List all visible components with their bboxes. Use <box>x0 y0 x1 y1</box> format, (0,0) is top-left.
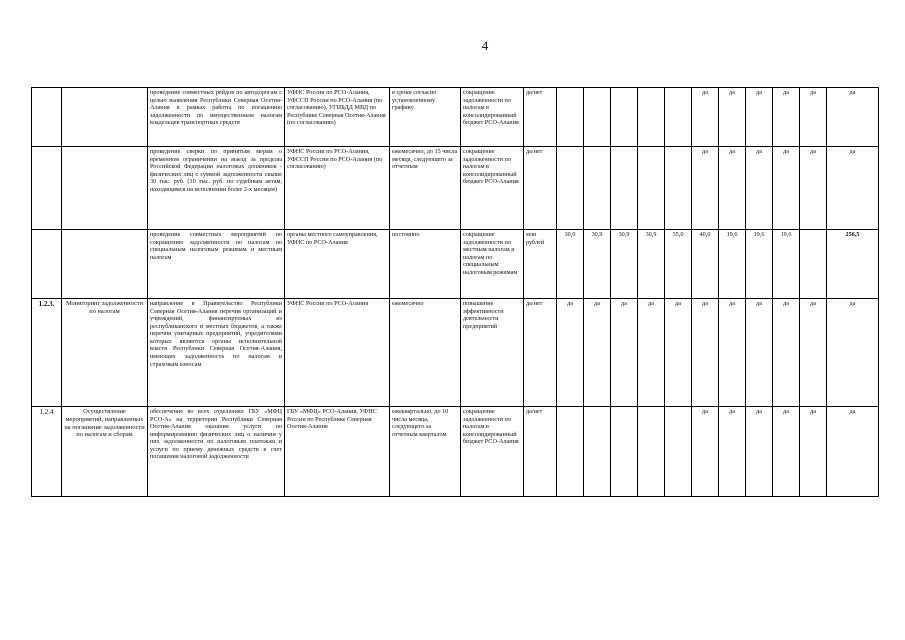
table-row <box>32 147 879 230</box>
value-cell <box>665 88 692 147</box>
value-cell: да <box>800 299 827 407</box>
table-row <box>32 88 879 147</box>
value-cell: 30,0 <box>557 230 584 299</box>
item-name <box>62 88 148 147</box>
value-cell: да <box>584 299 611 407</box>
term-cell: ежемесячно, до 15 числа месяца, следующего за отчетным <box>390 147 461 230</box>
measures-table <box>31 87 879 497</box>
value-cell: 19,6 <box>773 230 800 299</box>
executor-cell: УФНС России по РСО-Алания, УФССП России по РСО-Алания (по согласованию) <box>285 147 390 230</box>
item-number <box>32 88 62 147</box>
table-body <box>32 88 879 497</box>
value-cell <box>557 88 584 147</box>
value-cell: 30,9 <box>638 230 665 299</box>
total-cell: да <box>827 407 879 497</box>
value-cell: да <box>692 88 719 147</box>
unit-cell: да/нет <box>524 88 557 147</box>
value-cell <box>584 147 611 230</box>
value-cell: 40,0 <box>692 230 719 299</box>
table-row <box>32 299 879 407</box>
value-cell: да <box>557 299 584 407</box>
executor-cell: ГБУ «МФЦ» РСО-Алания, УФНС России по Республике Северная Осетия-Алания <box>285 407 390 497</box>
value-cell: да <box>719 88 746 147</box>
item-number <box>32 147 62 230</box>
value-cell: да <box>746 407 773 497</box>
term-cell: постоянно <box>390 230 461 299</box>
result-cell: сокращение задолженности по налогам в консолидированный бюджет РСО-Алания <box>461 147 524 230</box>
total-cell: да <box>827 147 879 230</box>
term-cell: ежемесячно <box>390 299 461 407</box>
value-cell: да <box>611 299 638 407</box>
table-row <box>32 407 879 497</box>
value-cell: да <box>746 88 773 147</box>
value-cell: да <box>638 299 665 407</box>
value-cell <box>557 147 584 230</box>
table-row <box>32 230 879 299</box>
value-cell: да <box>800 147 827 230</box>
value-cell: да <box>665 299 692 407</box>
executor-cell: органы местного самоуправления, УФНС по РСО-Алания <box>285 230 390 299</box>
result-cell: сокращение задолженности по налогам в консолидированный бюджет РСО-Алания <box>461 407 524 497</box>
item-name <box>62 147 148 230</box>
value-cell <box>611 88 638 147</box>
item-number: 1.2.4 <box>32 407 62 497</box>
unit-cell: да/нет <box>524 299 557 407</box>
total-cell: 256,5 <box>827 230 879 299</box>
value-cell: да <box>719 147 746 230</box>
value-cell <box>611 407 638 497</box>
item-name <box>62 230 148 299</box>
unit-cell: да/нет <box>524 407 557 497</box>
activity-cell: направление в Правительство Республики Северная Осетия-Алания перечня организаций и учреждений, финансируемых из республиканского и местных бюджетов, а также перечня унитарных предприятий, учредителями которых являются органы исполнительной власти Республики Северная Осетия-Алания, имеющих задолженность по налогам и страховым взносам <box>148 299 285 407</box>
value-cell: 30,9 <box>611 230 638 299</box>
value-cell: 35,0 <box>665 230 692 299</box>
item-number <box>32 230 62 299</box>
value-cell: да <box>800 88 827 147</box>
term-cell: ежеквартально, до 10 числа месяца, следующего за отчетным кварталом <box>390 407 461 497</box>
activity-cell: проведение совместных рейдов по автодорогам с целью выявления Республики Северная Осетия-Алания в рамках работы по погашению задолженности по имущественным налогам владельцев транспортных средств <box>148 88 285 147</box>
activity-cell: проведение сверки по принятым мерам о временном ограничении на выезд за пределы Российской Федерации налоговых должников - физических лиц с суммой задолженности свыше 30 тыс. руб. (10 тыс. руб. по судебным актам, находящимся на исполнении более 2-х месяцев) <box>148 147 285 230</box>
item-name: Мониторинг задолженности по налогам <box>62 299 148 407</box>
term-cell: в сроки согласно установленному графику <box>390 88 461 147</box>
value-cell: да <box>692 147 719 230</box>
value-cell <box>665 147 692 230</box>
result-cell: сокращение задолженности по местным налогам и налогам по специальным налоговым режимам <box>461 230 524 299</box>
executor-cell: УФНС России по РСО-Алания <box>285 299 390 407</box>
value-cell: 30,9 <box>584 230 611 299</box>
value-cell: 19,6 <box>719 230 746 299</box>
value-cell: да <box>719 299 746 407</box>
result-cell: сокращение задолженности по налогам в консолидированный бюджет РСО-Алания <box>461 88 524 147</box>
executor-cell: УФНС России по РСО-Алания, УФССП России по РСО-Алания (по согласованию), УГИБДД МВД по Республике Северная Осетия-Алания (по согласованию) <box>285 88 390 147</box>
value-cell <box>638 88 665 147</box>
value-cell <box>584 407 611 497</box>
value-cell <box>800 230 827 299</box>
item-number: 1.2.3. <box>32 299 62 407</box>
value-cell: да <box>773 299 800 407</box>
value-cell: да <box>773 88 800 147</box>
value-cell <box>665 407 692 497</box>
value-cell: да <box>800 407 827 497</box>
value-cell <box>638 147 665 230</box>
value-cell: да <box>773 147 800 230</box>
value-cell: да <box>746 299 773 407</box>
total-cell: да <box>827 299 879 407</box>
value-cell <box>611 147 638 230</box>
value-cell <box>557 407 584 497</box>
value-cell: да <box>719 407 746 497</box>
value-cell: да <box>692 299 719 407</box>
unit-cell: млн рублей <box>524 230 557 299</box>
page-number: 4 <box>481 38 489 53</box>
value-cell <box>638 407 665 497</box>
result-cell: повышение эффективности деятельности предприятий <box>461 299 524 407</box>
value-cell: 19,6 <box>746 230 773 299</box>
unit-cell: да/нет <box>524 147 557 230</box>
value-cell: да <box>692 407 719 497</box>
value-cell: да <box>746 147 773 230</box>
value-cell: да <box>773 407 800 497</box>
activity-cell: проведение совместных мероприятий по сокращению задолженности по налогам по специальным налоговым режимам и местным налогам <box>148 230 285 299</box>
value-cell <box>584 88 611 147</box>
item-name: Осуществление мероприятий, направленных на погашение задолженности по налогам и сборам <box>62 407 148 497</box>
total-cell: да <box>827 88 879 147</box>
activity-cell: обеспечение во всех отделениях ГБУ «МФЦ РСО-А» на территории Республики Северная Осетия-Алания оказания услуги по информированию физических лиц о наличии у них задолженности по налоговым платежам и услуги по приему денежных средств в счет погашения налоговой задолженности <box>148 407 285 497</box>
